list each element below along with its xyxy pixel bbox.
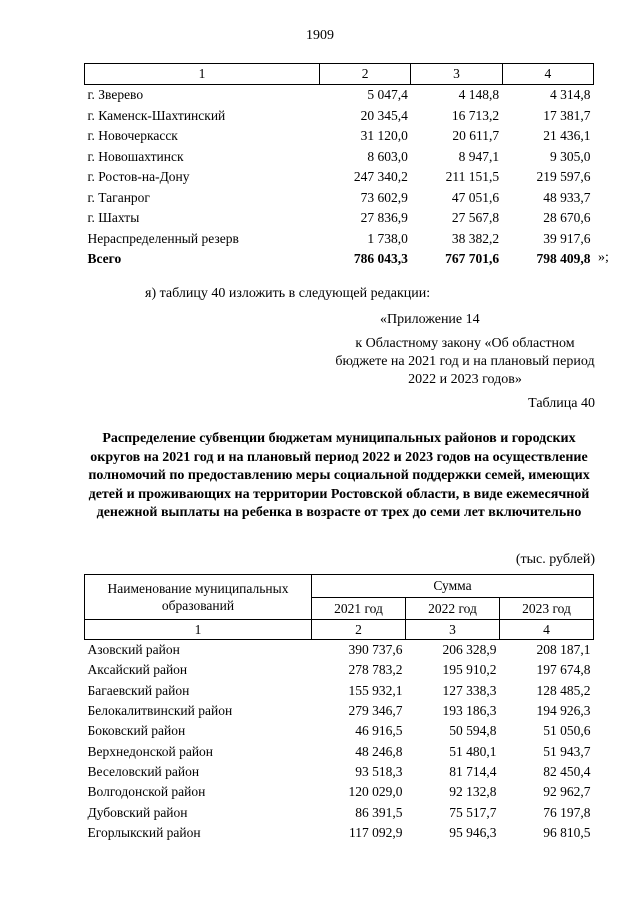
column-name-header: Наименование муниципальных образований	[85, 575, 312, 620]
district-name: Дубовский район	[87, 804, 188, 820]
value-2023: 76 197,8	[543, 804, 591, 820]
table-header-row	[85, 64, 594, 85]
value-2022: 193 186,3	[442, 703, 497, 719]
closing-quote: »;	[598, 250, 609, 265]
district-name: Аксайский район	[87, 662, 188, 678]
row-name: г. Таганрог	[87, 189, 150, 205]
page-number: 1909	[306, 28, 334, 43]
header-cell: 4	[502, 64, 593, 85]
value-2021: 279 346,7	[348, 703, 403, 719]
table-number: Таблица 40	[528, 396, 595, 411]
year-header: 2022 год	[406, 598, 500, 620]
district-name: Веселовский район	[87, 763, 200, 779]
row-name: Нераспределенный резерв	[87, 230, 239, 246]
value-2023: 48 933,7	[543, 189, 591, 205]
value-2022: 206 328,9	[442, 642, 497, 658]
total-row	[85, 249, 594, 270]
value-2022: 38 382,2	[451, 230, 500, 246]
column-number: 1	[85, 620, 312, 640]
row-name: г. Каменск-Шахтинский	[87, 107, 226, 123]
value-2022: 16 713,2	[451, 107, 500, 123]
value-2021: 31 120,0	[360, 128, 408, 144]
total-2021: 786 043,3	[353, 251, 408, 267]
table-row	[85, 802, 594, 822]
table-row	[85, 782, 594, 802]
row-name: г. Зверево	[87, 87, 144, 103]
header-cell: 3	[411, 64, 502, 85]
value-2022: 50 594,8	[449, 723, 497, 739]
appendix-reference: к Областному закону «Об областном бюджете на 2021 год и на плановый период 2022 и 2023 годов»	[335, 336, 595, 387]
value-2023: 21 436,1	[543, 128, 591, 144]
value-2021: 278 783,2	[348, 662, 403, 678]
value-2022: 92 132,8	[449, 784, 497, 800]
column-number-row	[85, 620, 594, 640]
table-row	[85, 229, 594, 250]
district-name: Азовский район	[87, 642, 180, 658]
value-2022: 127 338,3	[442, 682, 497, 698]
value-2021: 8 603,0	[367, 148, 408, 164]
district-name: Волгодонской район	[87, 784, 206, 800]
continued-table	[84, 63, 594, 270]
table-row	[85, 681, 594, 701]
table-row	[85, 126, 594, 147]
value-2022: 8 947,1	[458, 148, 500, 164]
value-2022: 95 946,3	[449, 824, 497, 840]
table-row	[85, 640, 594, 661]
value-2023: 9 305,0	[550, 148, 591, 164]
table-row	[85, 823, 594, 843]
value-2022: 4 148,8	[458, 87, 500, 103]
column-number: 4	[500, 620, 594, 640]
value-2023: 39 917,6	[543, 230, 591, 246]
total-label: Всего	[87, 251, 122, 267]
value-2021: 120 029,0	[348, 784, 403, 800]
value-2023: 208 187,1	[536, 642, 591, 658]
column-sum-header: Сумма	[312, 575, 594, 598]
value-2023: 92 962,7	[543, 784, 591, 800]
table-row	[85, 762, 594, 782]
row-name: г. Шахты	[87, 210, 140, 226]
subvention-table	[84, 574, 594, 843]
value-2023: 17 381,7	[543, 107, 591, 123]
year-header: 2021 год	[312, 598, 406, 620]
table-row	[85, 106, 594, 127]
value-2023: 82 450,4	[543, 763, 591, 779]
value-2021: 46 916,5	[355, 723, 403, 739]
total-2022: 767 701,6	[445, 251, 500, 267]
appendix-label: «Приложение 14	[380, 312, 480, 327]
value-2022: 211 151,5	[445, 169, 500, 185]
table-row	[85, 741, 594, 761]
table-row	[85, 167, 594, 188]
value-2023: 96 810,5	[543, 824, 591, 840]
value-2021: 117 092,9	[349, 824, 403, 840]
header-cell: 1	[85, 64, 320, 85]
row-name: г. Новочеркасск	[87, 128, 178, 144]
table-row	[85, 660, 594, 680]
value-2022: 47 051,6	[451, 189, 500, 205]
value-2023: 51 050,6	[543, 723, 591, 739]
value-2022: 51 480,1	[449, 743, 497, 759]
value-2023: 219 597,6	[536, 169, 591, 185]
value-2022: 20 611,7	[452, 128, 500, 144]
district-name: Белокалитвинский район	[87, 703, 233, 719]
value-2021: 93 518,3	[355, 763, 403, 779]
value-2023: 4 314,8	[550, 87, 591, 103]
value-2022: 75 517,7	[449, 804, 497, 820]
value-2021: 5 047,4	[367, 87, 408, 103]
table-row	[85, 147, 594, 168]
value-2023: 194 926,3	[536, 703, 591, 719]
value-2021: 86 391,5	[355, 804, 403, 820]
value-2021: 390 737,6	[348, 642, 403, 658]
table-row	[85, 208, 594, 229]
units-label: (тыс. рублей)	[515, 552, 595, 567]
table-title: Распределение субвенции бюджетам муниципальных районов и городских округов на 2021 год и на плановый период 2022 и 2023 годов на осуществление полномочий по предоставлению меры социальной поддержки семей, имеющих детей и проживающих на территории Ростовской области, в виде ежемесячной денежной выплаты на ребенка в возрасте от трех до семи лет включительно	[88, 431, 590, 520]
table-row	[85, 188, 594, 209]
value-2022: 81 714,4	[449, 763, 497, 779]
value-2022: 195 910,2	[442, 662, 497, 678]
value-2021: 155 932,1	[348, 682, 403, 698]
value-2023: 51 943,7	[543, 743, 591, 759]
value-2021: 20 345,4	[360, 107, 408, 123]
district-name: Верхнедонской район	[87, 743, 214, 759]
header-row	[85, 575, 594, 598]
value-2023: 28 670,6	[543, 210, 591, 226]
header-cell: 2	[320, 64, 411, 85]
value-2021: 48 246,8	[355, 743, 403, 759]
column-number: 2	[312, 620, 406, 640]
year-header: 2023 год	[500, 598, 594, 620]
value-2021: 1 738,0	[367, 230, 408, 246]
value-2023: 128 485,2	[536, 682, 591, 698]
row-name: г. Ростов-на-Дону	[87, 169, 190, 185]
district-name: Багаевский район	[87, 682, 190, 698]
table-row	[85, 701, 594, 721]
value-2023: 197 674,8	[536, 662, 591, 678]
value-2022: 27 567,8	[451, 210, 500, 226]
value-2021: 247 340,2	[353, 169, 408, 185]
row-name: г. Новошахтинск	[87, 148, 184, 164]
district-name: Боковский район	[87, 723, 186, 739]
value-2021: 73 602,9	[360, 189, 408, 205]
value-2021: 27 836,9	[360, 210, 408, 226]
total-2023: 798 409,8	[536, 251, 591, 267]
amendment-paragraph: я) таблицу 40 изложить в следующей редакции:	[145, 286, 431, 301]
district-name: Егорлыкский район	[87, 824, 201, 840]
table-row	[85, 721, 594, 741]
column-number: 3	[406, 620, 500, 640]
table-row	[85, 85, 594, 106]
